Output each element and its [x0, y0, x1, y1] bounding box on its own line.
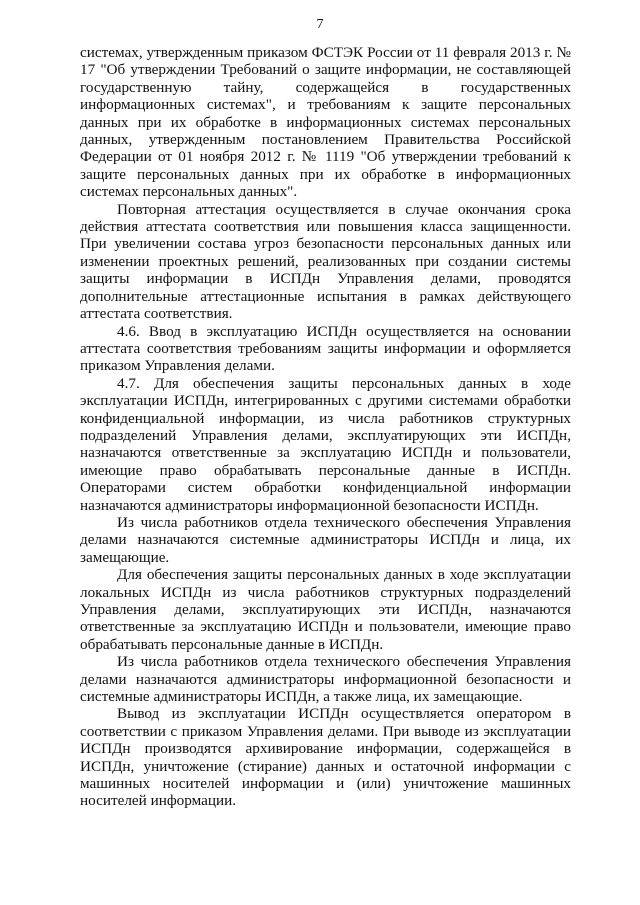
paragraph-system-administrators: Из числа работников отдела технического обеспечения Управления делами назначаются системные администраторы ИСПДн и лица, их замещающие. [80, 513, 571, 566]
page-number: 7 [316, 17, 324, 32]
paragraph-4-6: 4.6. Ввод в эксплуатацию ИСПДн осуществляется на основании аттестата соответствия требованиям защиты информации и оформляется приказом Управления делами. [80, 322, 571, 375]
paragraph-local-ispdn: Для обеспечения защиты персональных данных в ходе эксплуатации локальных ИСПДн из числа работников структурных подразделений Управления делами, эксплуатирующих эти ИСПДн, назначаются ответственные за эксплуатацию ИСПДн и пользователи, имеющие право обрабатывать персональные данные в ИСПДн. [80, 566, 571, 653]
paragraph-repeat-attestation: Повторная аттестация осуществляется в случае окончания срока действия аттестата соответствия или повышения класса защищенности. При увеличении состава угроз безопасности персональных данных или изменении проектных решений, реализованных при создании системы защиты информации в ИСПДн Управления делами, проводятся дополнительные аттестационные испытания в рамках действующего аттестата соответствия. [80, 200, 571, 323]
paragraph-continuation: системах, утвержденным приказом ФСТЭК России от 11 февраля 2013 г. № 17 "Об утверждении Требований о защите информации, не составляющей государственную тайну, содержащейся в государственных информационных системах", и требованиям к защите персональных данных при их обработке в информационных системах персональных данных, утвержденным постановлением Правительства Российской Федерации от 01 ноября 2012 г. № 1119 "Об утверждении требований к защите персональных данных при их обработке в информационных системах персональных данных". [80, 44, 571, 201]
paragraph-decommissioning: Вывод из эксплуатации ИСПДн осуществляется оператором в соответствии с приказом Управления делами. При выводе из эксплуатации ИСПДн производятся архивирование информации, содержащейся в ИСПДн, уничтожение (стирание) данных и остаточной информации с машинных носителей информации и (или) уничтожение машинных носителей информации. [80, 705, 571, 810]
paragraph-4-7: 4.7. Для обеспечения защиты персональных данных в ходе эксплуатации ИСПДн, интегрированных с другими системами обработки конфиденциальной информации, из числа работников структурных подразделений Управления делами, эксплуатирующих эти ИСПДн, назначаются ответственные за эксплуатацию ИСПДн и пользователи, имеющие право обрабатывать персональные данные в ИСПДн. Операторами систем обработки конфиденциальной информации назначаются администраторы информационной безопасности ИСПДн. [80, 374, 571, 514]
paragraph-security-administrators: Из числа работников отдела технического обеспечения Управления делами назначаются администраторы информационной безопасности и системные администраторы ИСПДн, а также лица, их замещающие. [80, 653, 571, 706]
document-body [80, 44, 571, 810]
